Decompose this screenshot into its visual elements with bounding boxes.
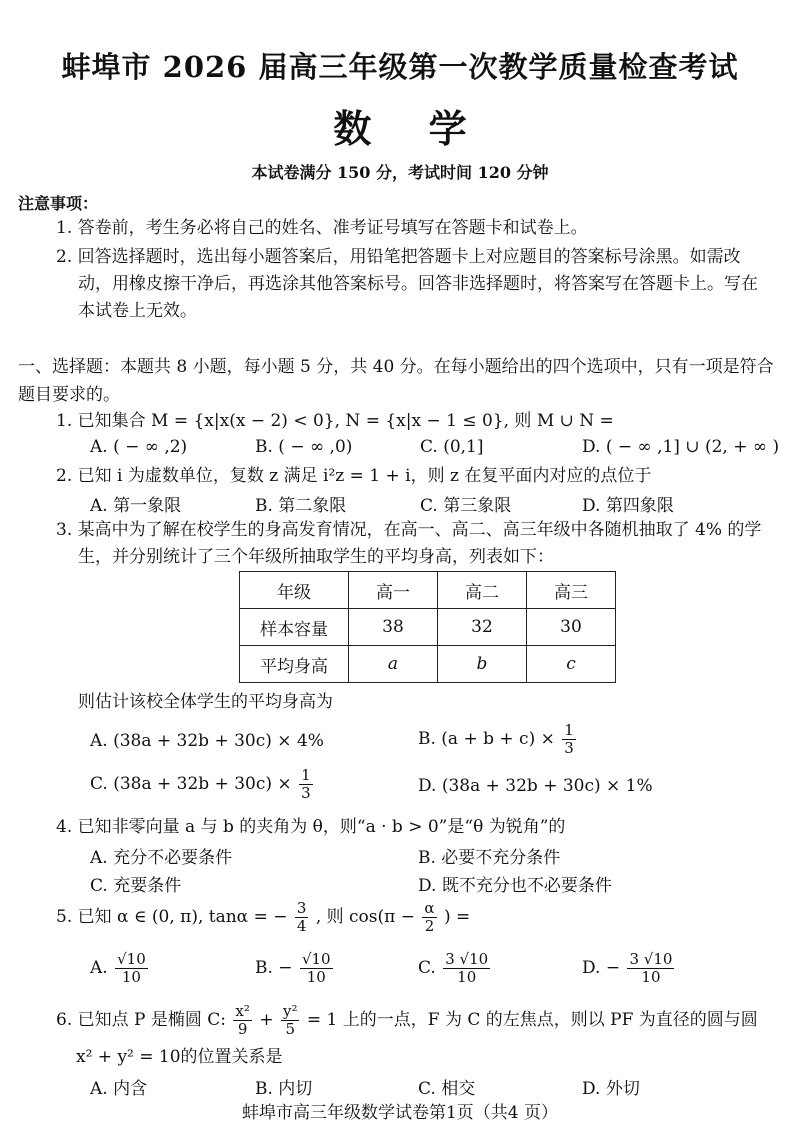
q1-option-a: A. ( − ∞ ,2) (90, 437, 188, 457)
fraction (299, 767, 313, 802)
q4-option-b: B. 必要不充分条件 (418, 848, 561, 868)
q3-option-c (90, 767, 315, 802)
q3-ask: 则估计该校全体学生的平均身高为 (78, 692, 333, 712)
q1-option-c: C. (0,1] (420, 437, 484, 457)
denominator: 4 (296, 917, 307, 935)
q5-stem-mid: , 则 cos(π − (315, 907, 415, 927)
table-cell: 30 (527, 609, 616, 646)
q2-option-b: B. 第二象限 (255, 496, 347, 516)
numerator: 3 √10 (445, 950, 489, 968)
notice-heading: 注意事项： (18, 194, 99, 213)
denominator: 3 (564, 739, 574, 757)
q6-option-b: B. 内切 (255, 1079, 313, 1099)
fraction (562, 722, 576, 757)
numerator: α (424, 899, 435, 917)
denominator: 3 (301, 784, 311, 802)
q3-option-c-text: C. (38a + 32b + 30c) × (90, 774, 292, 794)
notice-item-2-line-2: 动，用橡皮擦干净后，再选涂其他答案标号。回答非选择题时，将答案写在答题卡上。写在 (78, 274, 758, 294)
numerator: 1 (301, 766, 311, 784)
q3-stem-line-2: 生，并分别统计了三个年级所抽取学生的平均身高，列表如下： (78, 547, 554, 567)
fraction (300, 951, 333, 986)
q3-option-b (418, 722, 578, 757)
fraction (422, 900, 436, 935)
q4-option-d: D. 既不充分也不必要条件 (418, 876, 612, 896)
numerator: x² (235, 1002, 250, 1020)
table-cell: 32 (438, 609, 527, 646)
q6-option-d: D. 外切 (582, 1079, 640, 1099)
q3-stem-line-1: 3. 某高中为了解在校学生的身高发育情况，在高一、高二、高三年级中各随机抽取了 4% 的学 (56, 520, 762, 540)
exam-title: 蚌埠市 2026 届高三年级第一次教学质量检查考试 (61, 50, 739, 84)
denominator: 5 (285, 1020, 295, 1038)
fraction (233, 1003, 251, 1038)
fraction (281, 1003, 300, 1038)
q4-stem: 4. 已知非零向量 a 与 b 的夹角为 θ，则“a · b > 0”是“θ 为锐角”的 (56, 817, 566, 837)
numerator: y² (282, 1002, 298, 1020)
plus-sign: + (259, 1010, 274, 1030)
q5-option-a (90, 951, 150, 986)
option-label: C. (418, 958, 436, 978)
option-label: B. − (255, 958, 293, 978)
q5-stem-post: ) = (443, 907, 471, 927)
table-cell: 样本容量 (240, 609, 349, 646)
denominator: 2 (424, 917, 435, 935)
fraction (115, 951, 148, 986)
exam-meta: 本试卷满分 150 分，考试时间 120 分钟 (251, 163, 549, 182)
q1-option-b: B. ( − ∞ ,0) (255, 437, 353, 457)
section-heading: 一、选择题：本题共 8 小题，每小题 5 分，共 40 分。在每小题给出的四个选项中，只有一项是符合题目要求的。 (18, 357, 774, 405)
fraction (443, 951, 490, 986)
table-cell: 高一 (349, 572, 438, 609)
table-cell: a (349, 646, 438, 683)
q6-stem (56, 1003, 758, 1038)
q2-option-a: A. 第一象限 (90, 496, 182, 516)
subject-char-2: 学 (428, 106, 467, 151)
numerator: √10 (301, 950, 331, 968)
table-cell: 高二 (438, 572, 527, 609)
numerator: 1 (564, 721, 574, 739)
notice-item-2-line-3: 本试卷上无效。 (78, 301, 197, 321)
table-row (240, 572, 616, 609)
q4-option-a: A. 充分不必要条件 (90, 848, 233, 868)
subject-char-1: 数 (333, 106, 372, 151)
q1-stem: 1. 已知集合 M = {x|x(x − 2) < 0}, N = {x|x − 1 ≤ 0}, 则 M ∪ N = (56, 411, 614, 431)
q6-stem-post: = 1 上的一点，F 为 C 的左焦点，则以 PF 为直径的圆与圆 (306, 1010, 758, 1030)
q3-option-d: D. (38a + 32b + 30c) × 1% (418, 776, 653, 796)
table-cell: c (527, 646, 616, 683)
q5-stem (56, 900, 470, 935)
q2-stem: 2. 已知 i 为虚数单位，复数 z 满足 i²z = 1 + i，则 z 在复平面内对应的点位于 (56, 466, 652, 486)
table-row (240, 609, 616, 646)
q3-option-a: A. (38a + 32b + 30c) × 4% (90, 731, 324, 751)
q6-option-c: C. 相交 (418, 1079, 476, 1099)
q5-option-d (582, 951, 676, 986)
denominator: 10 (457, 968, 477, 986)
q2-option-c: C. 第三象限 (420, 496, 512, 516)
notice-item-1: 1. 答卷前，考生务必将自己的姓名、准考证号填写在答题卡和试卷上。 (56, 218, 588, 238)
denominator: 10 (306, 968, 326, 986)
q6-stem-pre: 6. 已知点 P 是椭圆 C: (56, 1010, 227, 1030)
table-cell: 平均身高 (240, 646, 349, 683)
numerator: √10 (117, 950, 146, 968)
q1-option-d: D. ( − ∞ ,1] ∪ (2, + ∞ ) (582, 437, 780, 457)
numerator: 3 (296, 899, 307, 917)
table-row (240, 646, 616, 683)
numerator: 3 √10 (629, 950, 673, 968)
fraction (295, 900, 309, 935)
denominator: 10 (121, 968, 141, 986)
option-label: A. (90, 958, 108, 978)
q4-option-c: C. 充要条件 (90, 876, 182, 896)
q6-option-a: A. 内含 (90, 1079, 148, 1099)
q3-option-b-text: B. (a + b + c) × (418, 729, 555, 749)
table-cell: 38 (349, 609, 438, 646)
q6-stem-line-2: x² + y² = 10的位置关系是 (76, 1047, 283, 1067)
table-cell: b (438, 646, 527, 683)
q5-option-b (255, 951, 335, 986)
page-footer: 蚌埠市高三年级数学试卷第1页（共4 页） (241, 1103, 559, 1123)
subject-title (0, 98, 800, 153)
option-label: D. − (582, 958, 621, 978)
denominator: 9 (237, 1020, 248, 1038)
height-table (239, 571, 616, 683)
table-cell: 高三 (527, 572, 616, 609)
q2-option-d: D. 第四象限 (582, 496, 674, 516)
q5-option-c (418, 951, 492, 986)
q5-stem-pre: 5. 已知 α ∈ (0, π), tanα = − (56, 907, 288, 927)
fraction (627, 951, 674, 986)
notice-item-2-line-1: 2. 回答选择题时，选出每小题答案后，用铅笔把答题卡上对应题目的答案标号涂黑。如需改 (56, 247, 741, 267)
denominator: 10 (641, 968, 661, 986)
table-cell: 年级 (240, 572, 349, 609)
